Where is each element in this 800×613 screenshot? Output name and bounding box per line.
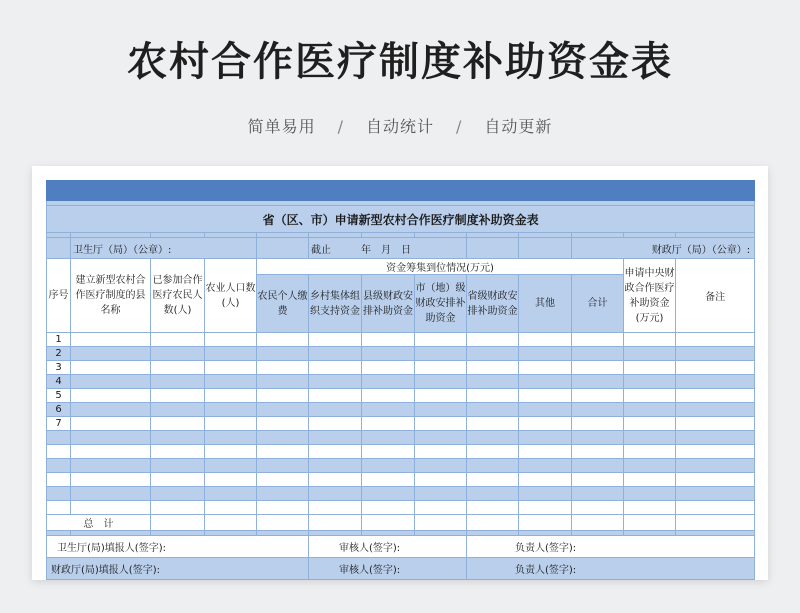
table-cell[interactable] <box>205 473 257 487</box>
table-cell[interactable] <box>257 333 309 347</box>
col-participants: 已参加合作医疗农民人数(人) <box>151 259 205 333</box>
row-number[interactable]: 5 <box>47 389 71 403</box>
table-row <box>47 473 755 487</box>
table-cell[interactable] <box>205 361 257 375</box>
table-cell[interactable] <box>467 487 519 501</box>
table-cell[interactable] <box>205 459 257 473</box>
deadline-date: 截止 年 月 日 <box>309 238 467 259</box>
table-cell[interactable] <box>151 473 205 487</box>
table-cell[interactable] <box>572 389 624 403</box>
table-cell[interactable] <box>624 501 676 515</box>
table-cell[interactable] <box>519 389 572 403</box>
top-banner <box>47 181 755 201</box>
table-row <box>47 389 755 403</box>
table-cell[interactable] <box>676 403 755 417</box>
table-cell[interactable] <box>519 487 572 501</box>
table-cell[interactable] <box>205 501 257 515</box>
table-cell[interactable] <box>362 487 415 501</box>
table-cell[interactable] <box>572 431 624 445</box>
table-cell[interactable] <box>362 375 415 389</box>
tag-separator: / <box>337 117 344 136</box>
row-number[interactable]: 6 <box>47 403 71 417</box>
table-cell[interactable] <box>151 389 205 403</box>
col-county-fund: 县级财政安排补助资金 <box>362 275 415 333</box>
col-remark: 备注 <box>676 259 755 333</box>
col-other: 其他 <box>519 275 572 333</box>
table-cell[interactable] <box>572 417 624 431</box>
table-cell[interactable] <box>362 403 415 417</box>
table-cell[interactable] <box>257 473 309 487</box>
total-cell[interactable] <box>467 515 519 531</box>
total-cell[interactable] <box>309 515 362 531</box>
table-cell[interactable] <box>572 403 624 417</box>
table-cell[interactable] <box>415 389 467 403</box>
row-number[interactable] <box>47 473 71 487</box>
table-cell[interactable] <box>676 417 755 431</box>
table-cell[interactable] <box>415 347 467 361</box>
table-cell[interactable] <box>151 333 205 347</box>
col-farmer-payment: 农民个人缴费 <box>257 275 309 333</box>
table-caption: 省（区、市）申请新型农村合作医疗制度补助资金表 <box>47 206 755 233</box>
table-cell[interactable] <box>362 389 415 403</box>
total-cell[interactable] <box>624 515 676 531</box>
row-number[interactable] <box>47 459 71 473</box>
table-cell[interactable] <box>415 403 467 417</box>
table-cell[interactable] <box>257 501 309 515</box>
row-number[interactable]: 1 <box>47 333 71 347</box>
table-cell[interactable] <box>205 431 257 445</box>
table-cell[interactable] <box>572 333 624 347</box>
leader-signature: 负责人(签字): <box>467 558 755 580</box>
table-cell[interactable] <box>151 403 205 417</box>
table-cell[interactable] <box>362 347 415 361</box>
table-cell[interactable] <box>71 333 151 347</box>
signature-row <box>47 536 755 558</box>
table-cell[interactable] <box>71 361 151 375</box>
table-cell[interactable] <box>467 389 519 403</box>
table-cell[interactable] <box>519 459 572 473</box>
table-cell[interactable] <box>676 501 755 515</box>
table-cell[interactable] <box>624 417 676 431</box>
table-cell[interactable] <box>676 487 755 501</box>
feature-tags <box>0 114 800 137</box>
table-cell[interactable] <box>572 501 624 515</box>
table-cell[interactable] <box>257 347 309 361</box>
table-cell[interactable] <box>676 473 755 487</box>
table-cell[interactable] <box>257 403 309 417</box>
table-cell[interactable] <box>205 375 257 389</box>
table-row <box>47 431 755 445</box>
table-cell[interactable] <box>309 403 362 417</box>
table-cell[interactable] <box>415 459 467 473</box>
table-cell[interactable] <box>71 389 151 403</box>
table-cell[interactable] <box>362 445 415 459</box>
table-cell[interactable] <box>676 347 755 361</box>
col-agri-pop: 农业人口数(人) <box>205 259 257 333</box>
total-cell[interactable] <box>362 515 415 531</box>
spreadsheet-card <box>32 166 768 580</box>
table-cell[interactable] <box>572 347 624 361</box>
table-row <box>47 445 755 459</box>
table-cell[interactable] <box>151 459 205 473</box>
table-cell[interactable] <box>309 445 362 459</box>
table-cell[interactable] <box>362 333 415 347</box>
table-cell[interactable] <box>71 473 151 487</box>
table-cell[interactable] <box>205 333 257 347</box>
table-cell[interactable] <box>71 459 151 473</box>
table-cell[interactable] <box>676 445 755 459</box>
table-cell[interactable] <box>519 445 572 459</box>
total-cell[interactable] <box>519 515 572 531</box>
table-cell[interactable] <box>467 333 519 347</box>
table-cell[interactable] <box>205 445 257 459</box>
table-cell[interactable] <box>467 459 519 473</box>
table-cell[interactable] <box>415 445 467 459</box>
table-cell[interactable] <box>676 375 755 389</box>
col-seq: 序号 <box>47 259 71 333</box>
table-cell[interactable] <box>71 403 151 417</box>
table-cell[interactable] <box>151 501 205 515</box>
table-cell[interactable] <box>519 347 572 361</box>
subsidy-table <box>46 180 755 580</box>
table-cell[interactable] <box>572 459 624 473</box>
total-cell[interactable] <box>676 515 755 531</box>
table-row <box>47 403 755 417</box>
table-cell[interactable] <box>415 361 467 375</box>
table-cell[interactable] <box>151 445 205 459</box>
row-number[interactable]: 2 <box>47 347 71 361</box>
table-cell[interactable] <box>309 487 362 501</box>
row-number[interactable] <box>47 431 71 445</box>
table-cell[interactable] <box>205 389 257 403</box>
table-cell[interactable] <box>467 417 519 431</box>
table-cell[interactable] <box>624 361 676 375</box>
table-cell[interactable] <box>362 417 415 431</box>
table-cell[interactable] <box>257 375 309 389</box>
table-cell[interactable] <box>309 417 362 431</box>
signature-row <box>47 558 755 580</box>
health-dept-seal: 卫生厅（局）（公章）: <box>71 238 257 259</box>
col-province-fund: 省级财政安排补助资金 <box>467 275 519 333</box>
table-cell[interactable] <box>415 473 467 487</box>
leader-signature: 负责人(签字): <box>467 536 755 558</box>
table-cell[interactable] <box>257 459 309 473</box>
table-row <box>47 459 755 473</box>
table-cell[interactable] <box>467 501 519 515</box>
table-cell[interactable] <box>624 473 676 487</box>
table-cell[interactable] <box>415 375 467 389</box>
table-cell[interactable] <box>415 417 467 431</box>
col-village-fund: 乡村集体组织支持资金 <box>309 275 362 333</box>
total-row <box>47 515 755 531</box>
table-cell[interactable] <box>467 403 519 417</box>
row-number[interactable] <box>47 445 71 459</box>
table-cell[interactable] <box>467 361 519 375</box>
table-cell[interactable] <box>676 333 755 347</box>
table-row <box>47 347 755 361</box>
table-cell[interactable] <box>624 333 676 347</box>
table-cell[interactable] <box>467 445 519 459</box>
table-cell[interactable] <box>624 403 676 417</box>
row-number[interactable]: 4 <box>47 375 71 389</box>
tag-separator: / <box>456 117 463 136</box>
table-cell[interactable] <box>309 389 362 403</box>
table-cell[interactable] <box>519 431 572 445</box>
table-row <box>47 487 755 501</box>
table-cell[interactable] <box>572 361 624 375</box>
table-cell[interactable] <box>309 375 362 389</box>
table-cell[interactable] <box>415 487 467 501</box>
table-cell[interactable] <box>309 501 362 515</box>
table-cell[interactable] <box>205 347 257 361</box>
table-cell[interactable] <box>205 403 257 417</box>
table-cell[interactable] <box>624 459 676 473</box>
row-number[interactable]: 3 <box>47 361 71 375</box>
table-cell[interactable] <box>71 501 151 515</box>
filler-signature: 财政厅(局)填报人(签字): <box>47 558 309 580</box>
table-cell[interactable] <box>362 431 415 445</box>
col-city-fund: 市（地）级财政安排补助资金 <box>415 275 467 333</box>
table-cell[interactable] <box>309 473 362 487</box>
table-cell[interactable] <box>467 347 519 361</box>
table-cell[interactable] <box>519 333 572 347</box>
table-cell[interactable] <box>676 459 755 473</box>
table-cell[interactable] <box>519 361 572 375</box>
table-cell[interactable] <box>519 501 572 515</box>
table-cell[interactable] <box>151 487 205 501</box>
table-cell[interactable] <box>257 431 309 445</box>
table-cell[interactable] <box>519 375 572 389</box>
table-cell[interactable] <box>624 431 676 445</box>
table-cell[interactable] <box>624 347 676 361</box>
table-cell[interactable] <box>71 347 151 361</box>
page-title: 农村合作医疗制度补助资金表 <box>127 39 673 85</box>
table-cell[interactable] <box>151 431 205 445</box>
total-cell[interactable] <box>257 515 309 531</box>
feature-tag: 自动更新 <box>484 117 553 136</box>
total-cell[interactable] <box>151 515 205 531</box>
table-cell[interactable] <box>71 431 151 445</box>
table-cell[interactable] <box>309 361 362 375</box>
table-cell[interactable] <box>257 487 309 501</box>
total-cell[interactable] <box>572 515 624 531</box>
table-cell[interactable] <box>519 403 572 417</box>
table-cell[interactable] <box>572 487 624 501</box>
table-cell[interactable] <box>676 431 755 445</box>
row-number[interactable] <box>47 501 71 515</box>
table-cell[interactable] <box>257 417 309 431</box>
row-number[interactable] <box>47 487 71 501</box>
col-central-subsidy: 申请中央财政合作医疗补助资金(万元) <box>624 259 676 333</box>
table-cell[interactable] <box>519 417 572 431</box>
table-cell[interactable] <box>572 375 624 389</box>
table-cell[interactable] <box>572 445 624 459</box>
table-cell[interactable] <box>362 473 415 487</box>
table-cell[interactable] <box>71 417 151 431</box>
table-cell[interactable] <box>624 389 676 403</box>
row-number[interactable]: 7 <box>47 417 71 431</box>
table-row <box>47 501 755 515</box>
table-row <box>47 375 755 389</box>
table-cell[interactable] <box>309 347 362 361</box>
table-cell[interactable] <box>257 361 309 375</box>
finance-dept-seal: 财政厅（局）（公章）: <box>572 238 755 259</box>
table-cell[interactable] <box>624 487 676 501</box>
table-cell[interactable] <box>519 473 572 487</box>
filler-signature: 卫生厅(局)填报人(签字): <box>47 536 309 558</box>
table-cell[interactable] <box>309 431 362 445</box>
table-cell[interactable] <box>151 417 205 431</box>
table-cell[interactable] <box>624 375 676 389</box>
table-cell[interactable] <box>415 333 467 347</box>
table-row <box>47 417 755 431</box>
table-cell[interactable] <box>309 459 362 473</box>
table-cell[interactable] <box>624 445 676 459</box>
feature-tag: 自动统计 <box>365 117 434 136</box>
col-fund-group: 资金筹集到位情况(万元) <box>257 259 624 275</box>
table-cell[interactable] <box>71 375 151 389</box>
feature-tag: 简单易用 <box>247 117 316 136</box>
table-cell[interactable] <box>415 431 467 445</box>
table-cell[interactable] <box>257 445 309 459</box>
table-cell[interactable] <box>467 431 519 445</box>
table-cell[interactable] <box>309 333 362 347</box>
table-cell[interactable] <box>151 375 205 389</box>
table-cell[interactable] <box>676 361 755 375</box>
table-cell[interactable] <box>467 375 519 389</box>
table-cell[interactable] <box>151 347 205 361</box>
table-cell[interactable] <box>151 361 205 375</box>
table-row <box>47 361 755 375</box>
table-cell[interactable] <box>362 361 415 375</box>
total-cell[interactable] <box>205 515 257 531</box>
reviewer-signature: 审核人(签字): <box>309 536 467 558</box>
reviewer-signature: 审核人(签字): <box>309 558 467 580</box>
table-cell[interactable] <box>572 473 624 487</box>
table-cell[interactable] <box>205 417 257 431</box>
total-label: 总 计 <box>47 515 151 531</box>
col-county: 建立新型农村合作医疗制度的县名称 <box>71 259 151 333</box>
table-cell[interactable] <box>676 389 755 403</box>
col-sum: 合计 <box>572 275 624 333</box>
table-cell[interactable] <box>71 487 151 501</box>
table-cell[interactable] <box>362 501 415 515</box>
table-cell[interactable] <box>415 501 467 515</box>
table-cell[interactable] <box>205 487 257 501</box>
table-cell[interactable] <box>71 445 151 459</box>
total-cell[interactable] <box>415 515 467 531</box>
table-cell[interactable] <box>467 473 519 487</box>
table-row <box>47 333 755 347</box>
table-cell[interactable] <box>362 459 415 473</box>
table-cell[interactable] <box>257 389 309 403</box>
